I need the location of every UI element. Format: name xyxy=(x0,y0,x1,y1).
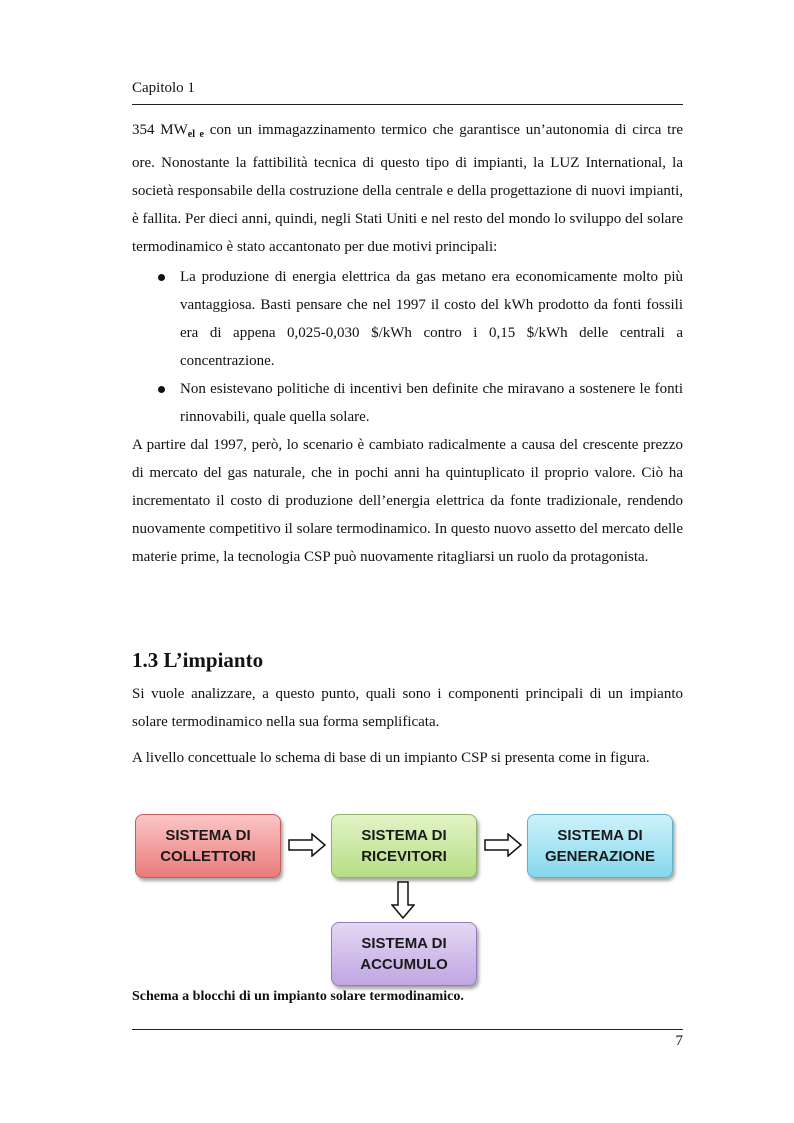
arrow-down-icon xyxy=(391,881,415,919)
bullet-icon xyxy=(158,386,165,393)
paragraph-2: A partire dal 1997, però, lo scenario è cambiato radicalmente a causa del crescente prezzo di mercato del gas naturale, che in pochi anni ha quintuplicato il proprio valore. Ciò ha incrementato il costo di produzione dell’energia elettrica da fonte tradizionale, rendendo nuovamente competitivo il solare termodinamico. In questo nuovo assetto del mercato delle materie prime, la tecnologia CSP può nuovamente ritagliarsi un ruolo da protagonista. xyxy=(132,437,683,565)
figure-caption: Schema a blocchi di un impianto solare termodinamico. xyxy=(132,989,464,1004)
section-paragraph-1: Si vuole analizzare, a questo punto, quali sono i componenti principali di un impianto solare termodinamico nella sua forma semplificata. xyxy=(132,686,683,730)
section-body xyxy=(132,680,683,780)
collettori-block: SISTEMA DI COLLETTORI xyxy=(135,814,281,878)
block-diagram xyxy=(132,812,683,990)
bullet-icon xyxy=(158,274,165,281)
footer-rule xyxy=(132,1029,683,1030)
accumulo-block: SISTEMA DI ACCUMULO xyxy=(331,922,477,986)
arrow-right-icon xyxy=(484,833,522,857)
section-title: 1.3 L’impianto xyxy=(132,648,264,672)
intro-paragraph xyxy=(132,116,683,261)
body-text xyxy=(132,116,683,571)
header-rule xyxy=(132,104,683,105)
ricevitori-block: SISTEMA DI RICEVITORI xyxy=(331,814,477,878)
arrow-right-icon xyxy=(288,833,326,857)
running-header: Capitolo 1 xyxy=(132,80,195,96)
generazione-block: SISTEMA DI GENERAZIONE xyxy=(527,814,673,878)
intro-text: con un immagazzinamento termico che garantisce un’autonomia di circa tre ore. Nonostante la fattibilità tecnica di questo tipo di impianti, la LUZ International, la società responsabile della costruzione della centrale e della progettazione di nuovi impianti, è fallita. Per dieci anni, quindi, negli Stati Uniti e nel resto del mondo lo sviluppo del solare termodinamico è stato accantonato per due motivi principali: xyxy=(132,122,684,255)
power-subscript: el e xyxy=(187,129,204,140)
reasons-list xyxy=(132,263,683,431)
list-item: La produzione di energia elettrica da gas metano era economicamente molto più vantaggiosa. Basti pensare che nel 1997 il costo del kWh prodotto da fonti fossili era di appena 0,025-0,030 $/kWh contro i 0,15 $/kWh delle centrali a concentrazione. xyxy=(132,263,683,375)
page-number: 7 xyxy=(675,1033,683,1049)
section-paragraph-2: A livello concettuale lo schema di base di un impianto CSP si presenta come in figura. xyxy=(132,750,650,766)
power-value: 354 MW xyxy=(132,122,188,138)
list-item: Non esistevano politiche di incentivi ben definite che miravano a sostenere le fonti rinnovabili, quale quella solare. xyxy=(132,375,683,431)
